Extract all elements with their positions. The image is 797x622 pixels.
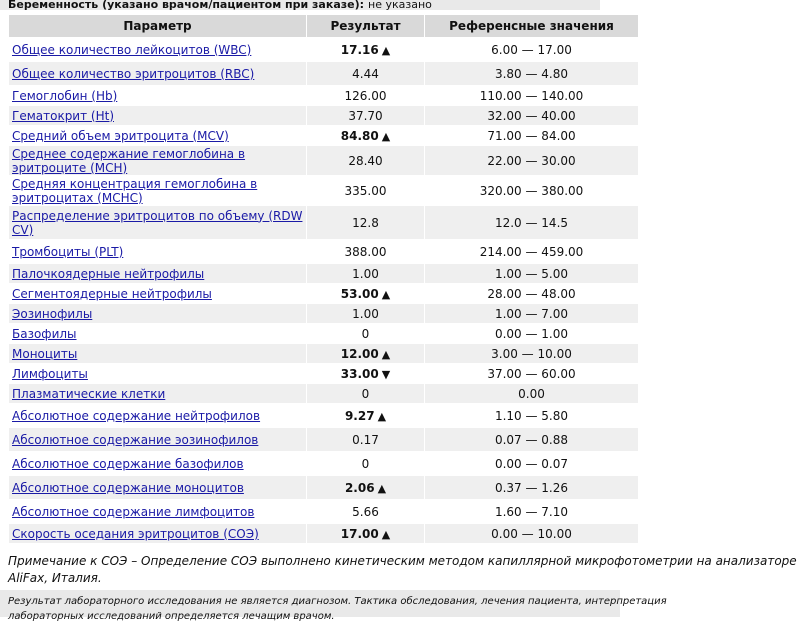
arrow-up-icon: ▲ [377,409,387,423]
reference-cell: 28.00 — 48.00 [425,284,639,304]
reference-cell: 3.80 — 4.80 [425,62,639,86]
result-value: 28.40 [348,153,383,168]
result-cell [307,404,425,428]
result-cell [307,176,425,206]
param-link[interactable]: Абсолютное содержание эозинофилов [12,432,259,447]
param-cell [9,146,307,176]
param-cell [9,126,307,146]
table-row [9,176,639,206]
result-value: 0.17 [352,432,379,447]
result-value: 53.00 [340,286,379,301]
reference-cell: 0.37 — 1.26 [425,476,639,500]
param-link[interactable]: Средняя концентрация гемоглобина в эритроцитах (MCHC) [12,176,258,205]
result-cell [307,476,425,500]
reference-cell: 1.10 — 5.80 [425,404,639,428]
result-value: 126.00 [344,88,387,103]
arrow-up-icon: ▲ [381,287,391,301]
table-row [9,384,639,404]
result-cell [307,62,425,86]
param-link[interactable]: Общее количество лейкоцитов (WBC) [12,42,252,57]
table-row [9,524,639,544]
result-value: 335.00 [344,183,387,198]
param-cell [9,284,307,304]
footer-disclaimer [0,590,667,622]
result-value: 2.06 [344,480,375,495]
result-value: 37.70 [348,108,383,123]
param-link[interactable]: Распределение эритроцитов по объему (RDW CV) [12,208,303,237]
reference-cell: 214.00 — 459.00 [425,240,639,264]
param-cell [9,38,307,62]
table-row [9,284,639,304]
param-cell [9,404,307,428]
reference-cell: 71.00 — 84.00 [425,126,639,146]
param-link[interactable]: Гематокрит (Ht) [12,108,114,123]
pregnancy-value: не указано [368,0,432,11]
param-cell [9,324,307,344]
table-row [9,428,639,452]
arrow-up-icon: ▲ [381,347,391,361]
table-row [9,240,639,264]
param-link[interactable]: Палочкоядерные нейтрофилы [12,266,205,281]
param-cell [9,364,307,384]
param-cell [9,428,307,452]
arrow-up-icon: ▲ [377,481,387,495]
table-body [9,38,639,544]
header-param: Параметр [9,15,307,38]
param-cell [9,86,307,106]
result-value: 4.44 [352,66,379,81]
reference-cell: 1.00 — 7.00 [425,304,639,324]
reference-cell: 0.00 [425,384,639,404]
param-link[interactable]: Гемоглобин (Hb) [12,88,118,103]
param-link[interactable]: Средний объем эритроцита (MCV) [12,128,229,143]
result-cell [307,364,425,384]
header-result: Результат [307,15,425,38]
param-link[interactable]: Абсолютное содержание моноцитов [12,480,244,495]
esr-note-line1: Примечание к СОЭ – Определение СОЭ выполнено кинетическим методом капиллярной микрофотометрии на анализаторе [8,554,797,568]
table-row [9,476,639,500]
param-link[interactable]: Сегментоядерные нейтрофилы [12,286,212,301]
result-value: 388.00 [344,244,387,259]
param-cell [9,206,307,240]
param-cell [9,452,307,476]
result-cell [307,240,425,264]
result-cell [307,524,425,544]
reference-cell: 1.00 — 5.00 [425,264,639,284]
table-row [9,324,639,344]
table-row [9,146,639,176]
result-value: 9.27 [344,408,375,423]
result-cell [307,344,425,364]
result-cell [307,452,425,476]
table-row [9,500,639,524]
reference-cell: 0.00 — 1.00 [425,324,639,344]
result-value: 12.00 [340,346,379,361]
table-row [9,264,639,284]
result-cell [307,126,425,146]
result-cell [307,284,425,304]
param-cell [9,176,307,206]
pregnancy-label: Беременность (указано врачом/пациентом при заказе): [8,0,365,11]
arrow-up-icon: ▲ [381,527,391,541]
param-cell [9,524,307,544]
result-cell [307,428,425,452]
arrow-up-icon: ▲ [381,129,391,143]
result-value: 0 [361,456,370,471]
table-row [9,344,639,364]
table-header-row [9,15,639,38]
reference-cell: 0.00 — 10.00 [425,524,639,544]
param-link[interactable]: Плазматические клетки [12,386,166,401]
reference-cell: 1.60 — 7.10 [425,500,639,524]
param-cell [9,384,307,404]
table-row [9,126,639,146]
reference-cell: 110.00 — 140.00 [425,86,639,106]
param-cell [9,240,307,264]
param-cell [9,476,307,500]
reference-cell: 37.00 — 60.00 [425,364,639,384]
param-cell [9,264,307,284]
param-cell [9,304,307,324]
param-link[interactable]: Абсолютное содержание базофилов [12,456,244,471]
header-reference: Референсные значения [425,15,639,38]
param-cell [9,106,307,126]
result-cell [307,206,425,240]
pregnancy-line [0,0,600,10]
param-link[interactable]: Лимфоциты [12,366,88,381]
result-value: 17.00 [340,526,379,541]
result-cell [307,500,425,524]
table-row [9,452,639,476]
param-link[interactable]: Среднее содержание гемоглобина в эритроците (MCH) [12,146,246,175]
esr-note-line2: AliFax, Италия. [8,571,102,585]
reference-cell: 0.00 — 0.07 [425,452,639,476]
reference-cell: 12.0 — 14.5 [425,206,639,240]
table-row [9,404,639,428]
result-cell [307,264,425,284]
table-row [9,86,639,106]
result-value: 0 [361,386,370,401]
result-value: 12.8 [352,215,379,230]
table-row [9,364,639,384]
reference-cell: 0.07 — 0.88 [425,428,639,452]
result-value: 5.66 [352,504,379,519]
reference-cell: 22.00 — 30.00 [425,146,639,176]
param-link[interactable]: Абсолютное содержание лимфоцитов [12,504,255,519]
table-row [9,206,639,240]
result-value: 1.00 [352,266,379,281]
param-link[interactable]: Тромбоциты (PLT) [12,244,124,259]
footer-line1: Результат лабораторного исследования не является диагнозом. Тактика обследования, лечения пациента, интерпретация [8,596,667,607]
reference-cell: 32.00 — 40.00 [425,106,639,126]
result-value: 1.00 [352,306,379,321]
reference-cell: 320.00 — 380.00 [425,176,639,206]
result-cell [307,304,425,324]
param-cell [9,62,307,86]
result-cell [307,38,425,62]
reference-cell: 3.00 — 10.00 [425,344,639,364]
param-link[interactable]: Общее количество эритроцитов (RBC) [12,66,255,81]
result-value: 0 [361,326,370,341]
result-cell [307,324,425,344]
result-cell [307,106,425,126]
param-link[interactable]: Моноциты [12,346,78,361]
result-value: 17.16 [340,42,379,57]
reference-cell: 6.00 — 17.00 [425,38,639,62]
table-row [9,106,639,126]
result-value: 33.00 [340,366,379,381]
esr-note [8,553,797,587]
param-link[interactable]: Базофилы [12,326,77,341]
result-value: 84.80 [340,128,379,143]
param-link[interactable]: Скорость оседания эритроцитов (СОЭ) [12,526,259,541]
footer-line2: лабораторных исследований определяется лечащим врачом. [8,611,335,622]
result-cell [307,86,425,106]
results-table [8,14,639,544]
param-link[interactable]: Эозинофилы [12,306,93,321]
table-row [9,304,639,324]
arrow-up-icon: ▲ [381,43,391,57]
param-cell [9,344,307,364]
arrow-down-icon: ▼ [381,367,391,381]
result-cell [307,146,425,176]
param-cell [9,500,307,524]
table-row [9,62,639,86]
param-link[interactable]: Абсолютное содержание нейтрофилов [12,408,261,423]
result-cell [307,384,425,404]
table-row [9,38,639,62]
